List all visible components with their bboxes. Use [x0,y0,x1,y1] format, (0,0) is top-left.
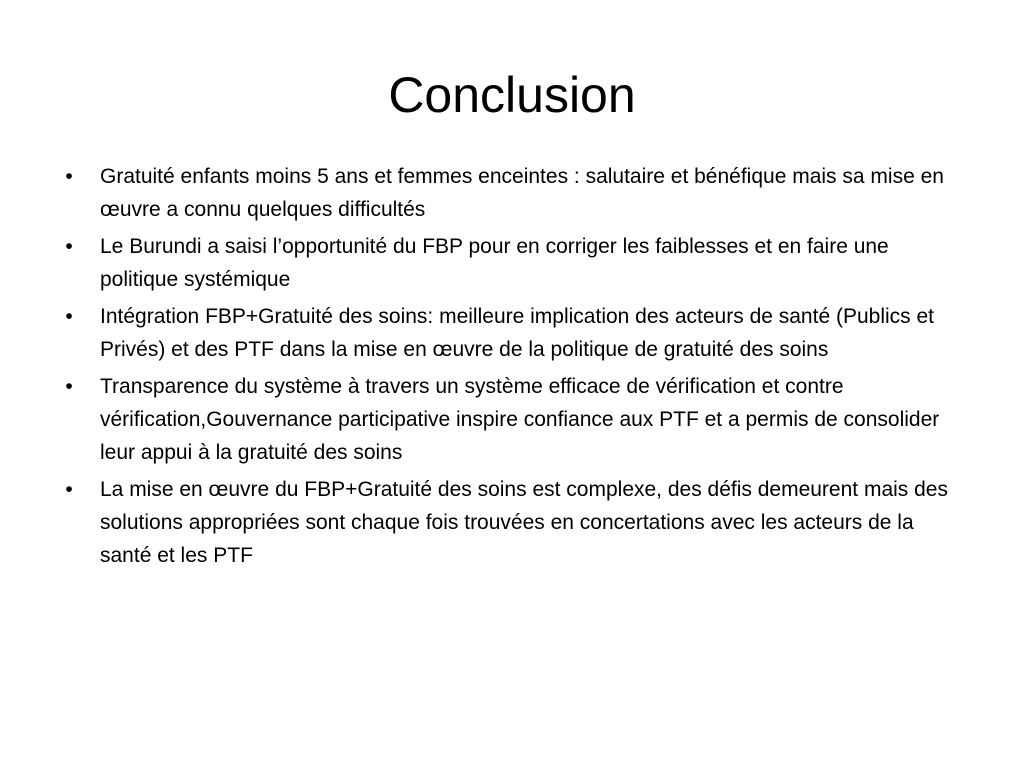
bullet-item [65,473,970,572]
bullet-icon: • [65,478,73,501]
bullet-list [65,160,970,576]
bullet-text: Transparence du système à travers un système efficace de vérification et contre vérification,Gouvernance participative inspire confiance aux PTF et a permis de consolider leur appui à la gratuité des soins [100,375,940,464]
bullet-text: La mise en œuvre du FBP+Gratuité des soins est complexe, des défis demeurent mais des solutions appropriées sont chaque fois trouvées en concertations avec les acteurs de la santé et les PTF [100,478,948,567]
bullet-text: Intégration FBP+Gratuité des soins: meilleure implication des acteurs de santé (Publics et Privés) et des PTF dans la mise en œuvre de la politique de gratuité des soins [100,305,935,361]
bullet-item [65,230,970,296]
bullet-text: Le Burundi a saisi l’opportunité du FBP pour en corriger les faiblesses et en faire une politique systémique [100,235,889,291]
bullet-item [65,370,970,469]
bullet-icon: • [65,305,73,328]
bullet-icon: • [65,235,73,258]
bullet-icon: • [65,375,73,398]
bullet-text: Gratuité enfants moins 5 ans et femmes enceintes : salutaire et bénéfique mais sa mise en œuvre a connu quelques difficultés [100,165,944,221]
slide-title: Conclusion [388,67,636,123]
bullet-item [65,160,970,226]
bullet-item [65,300,970,366]
bullet-icon: • [65,165,73,188]
